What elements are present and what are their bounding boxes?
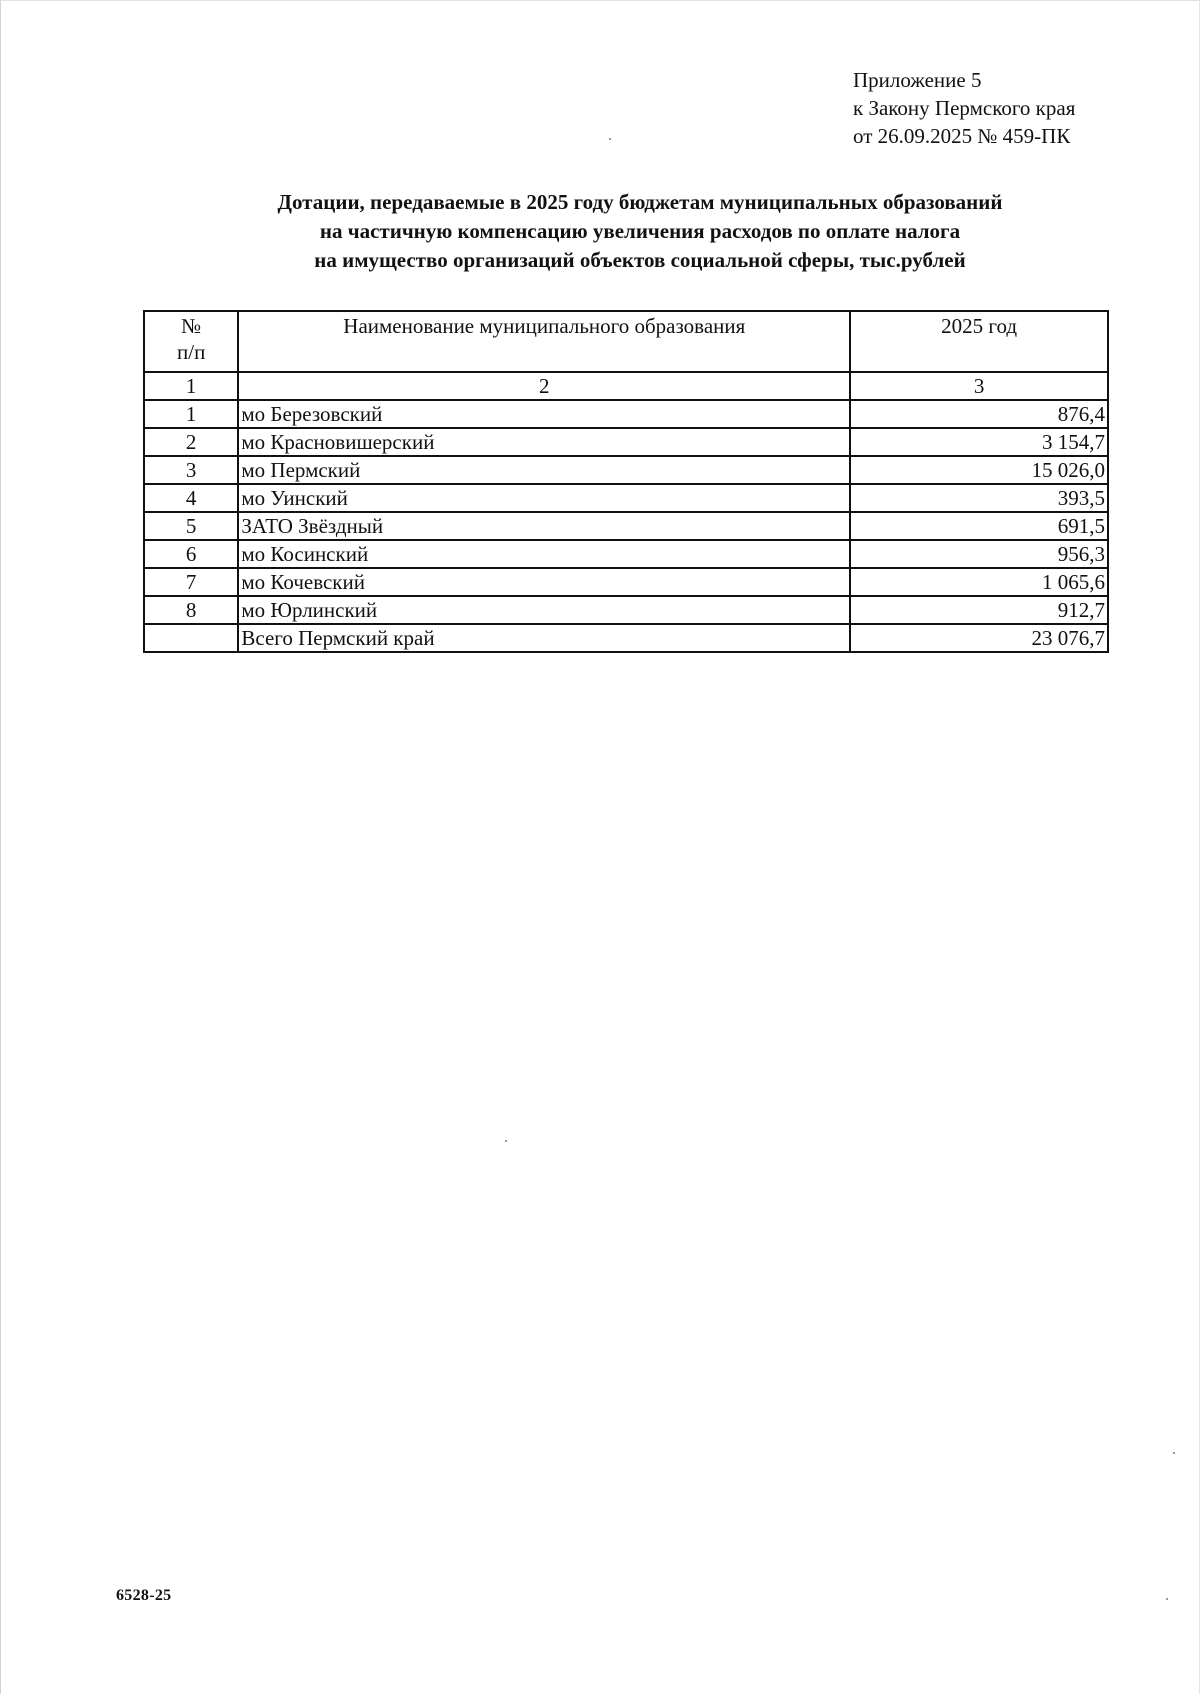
row-number: 3 (144, 456, 238, 484)
total-row (144, 624, 1108, 652)
row-value: 3 154,7 (850, 428, 1108, 456)
table-row (144, 428, 1108, 456)
column-number-3: 3 (850, 372, 1108, 400)
table-row (144, 568, 1108, 596)
total-value: 23 076,7 (850, 624, 1108, 652)
scan-speck (505, 1140, 507, 1142)
row-name: мо Юрлинский (238, 596, 850, 624)
appendix-number: Приложение 5 (853, 68, 982, 92)
row-value: 393,5 (850, 484, 1108, 512)
row-number: 6 (144, 540, 238, 568)
row-value: 1 065,6 (850, 568, 1108, 596)
row-value: 15 026,0 (850, 456, 1108, 484)
title-line-2: на частичную компенсацию увеличения расходов по оплате налога (319, 219, 961, 243)
row-value: 912,7 (850, 596, 1108, 624)
document-title (140, 188, 1140, 275)
row-number: 8 (144, 596, 238, 624)
header-name: Наименование муниципального образования (238, 311, 850, 372)
appendix-law-date: от 26.09.2025 № 459-ПК (853, 124, 1071, 148)
row-name: мо Кочевский (238, 568, 850, 596)
appendix-law-reference: к Закону Пермского края (853, 96, 1076, 120)
table-header-row (144, 311, 1108, 372)
row-number: 4 (144, 484, 238, 512)
row-name: мо Березовский (238, 400, 850, 428)
row-number: 1 (144, 400, 238, 428)
table-row (144, 456, 1108, 484)
row-value: 876,4 (850, 400, 1108, 428)
header-number-abbr: п/п (177, 340, 206, 364)
total-name: Всего Пермский край (238, 624, 850, 652)
header-year: 2025 год (850, 311, 1108, 372)
subsidy-table (143, 310, 1109, 653)
row-name: мо Пермский (238, 456, 850, 484)
row-number: 2 (144, 428, 238, 456)
row-number: 5 (144, 512, 238, 540)
row-name: ЗАТО Звёздный (238, 512, 850, 540)
header-number (144, 311, 238, 372)
table-row (144, 512, 1108, 540)
column-number-row (144, 372, 1108, 400)
column-number-2: 2 (238, 372, 850, 400)
row-name: мо Косинский (238, 540, 850, 568)
row-value: 956,3 (850, 540, 1108, 568)
table-row (144, 540, 1108, 568)
total-number (144, 624, 238, 652)
scan-speck (1166, 1598, 1168, 1600)
row-value: 691,5 (850, 512, 1108, 540)
row-name: мо Уинский (238, 484, 850, 512)
title-line-3: на имущество организаций объектов социальной сферы, тыс.рублей (314, 248, 966, 272)
row-name: мо Красновишерский (238, 428, 850, 456)
column-number-1: 1 (144, 372, 238, 400)
table-row (144, 484, 1108, 512)
header-number-symbol: № (181, 314, 202, 338)
table-row (144, 400, 1108, 428)
title-line-1: Дотации, передаваемые в 2025 году бюджетам муниципальных образований (277, 190, 1003, 214)
table-row (144, 596, 1108, 624)
appendix-note (853, 66, 1075, 150)
scan-speck (1173, 1452, 1175, 1454)
row-number: 7 (144, 568, 238, 596)
document-code: 6528-25 (116, 1587, 172, 1604)
scan-speck (609, 138, 611, 140)
